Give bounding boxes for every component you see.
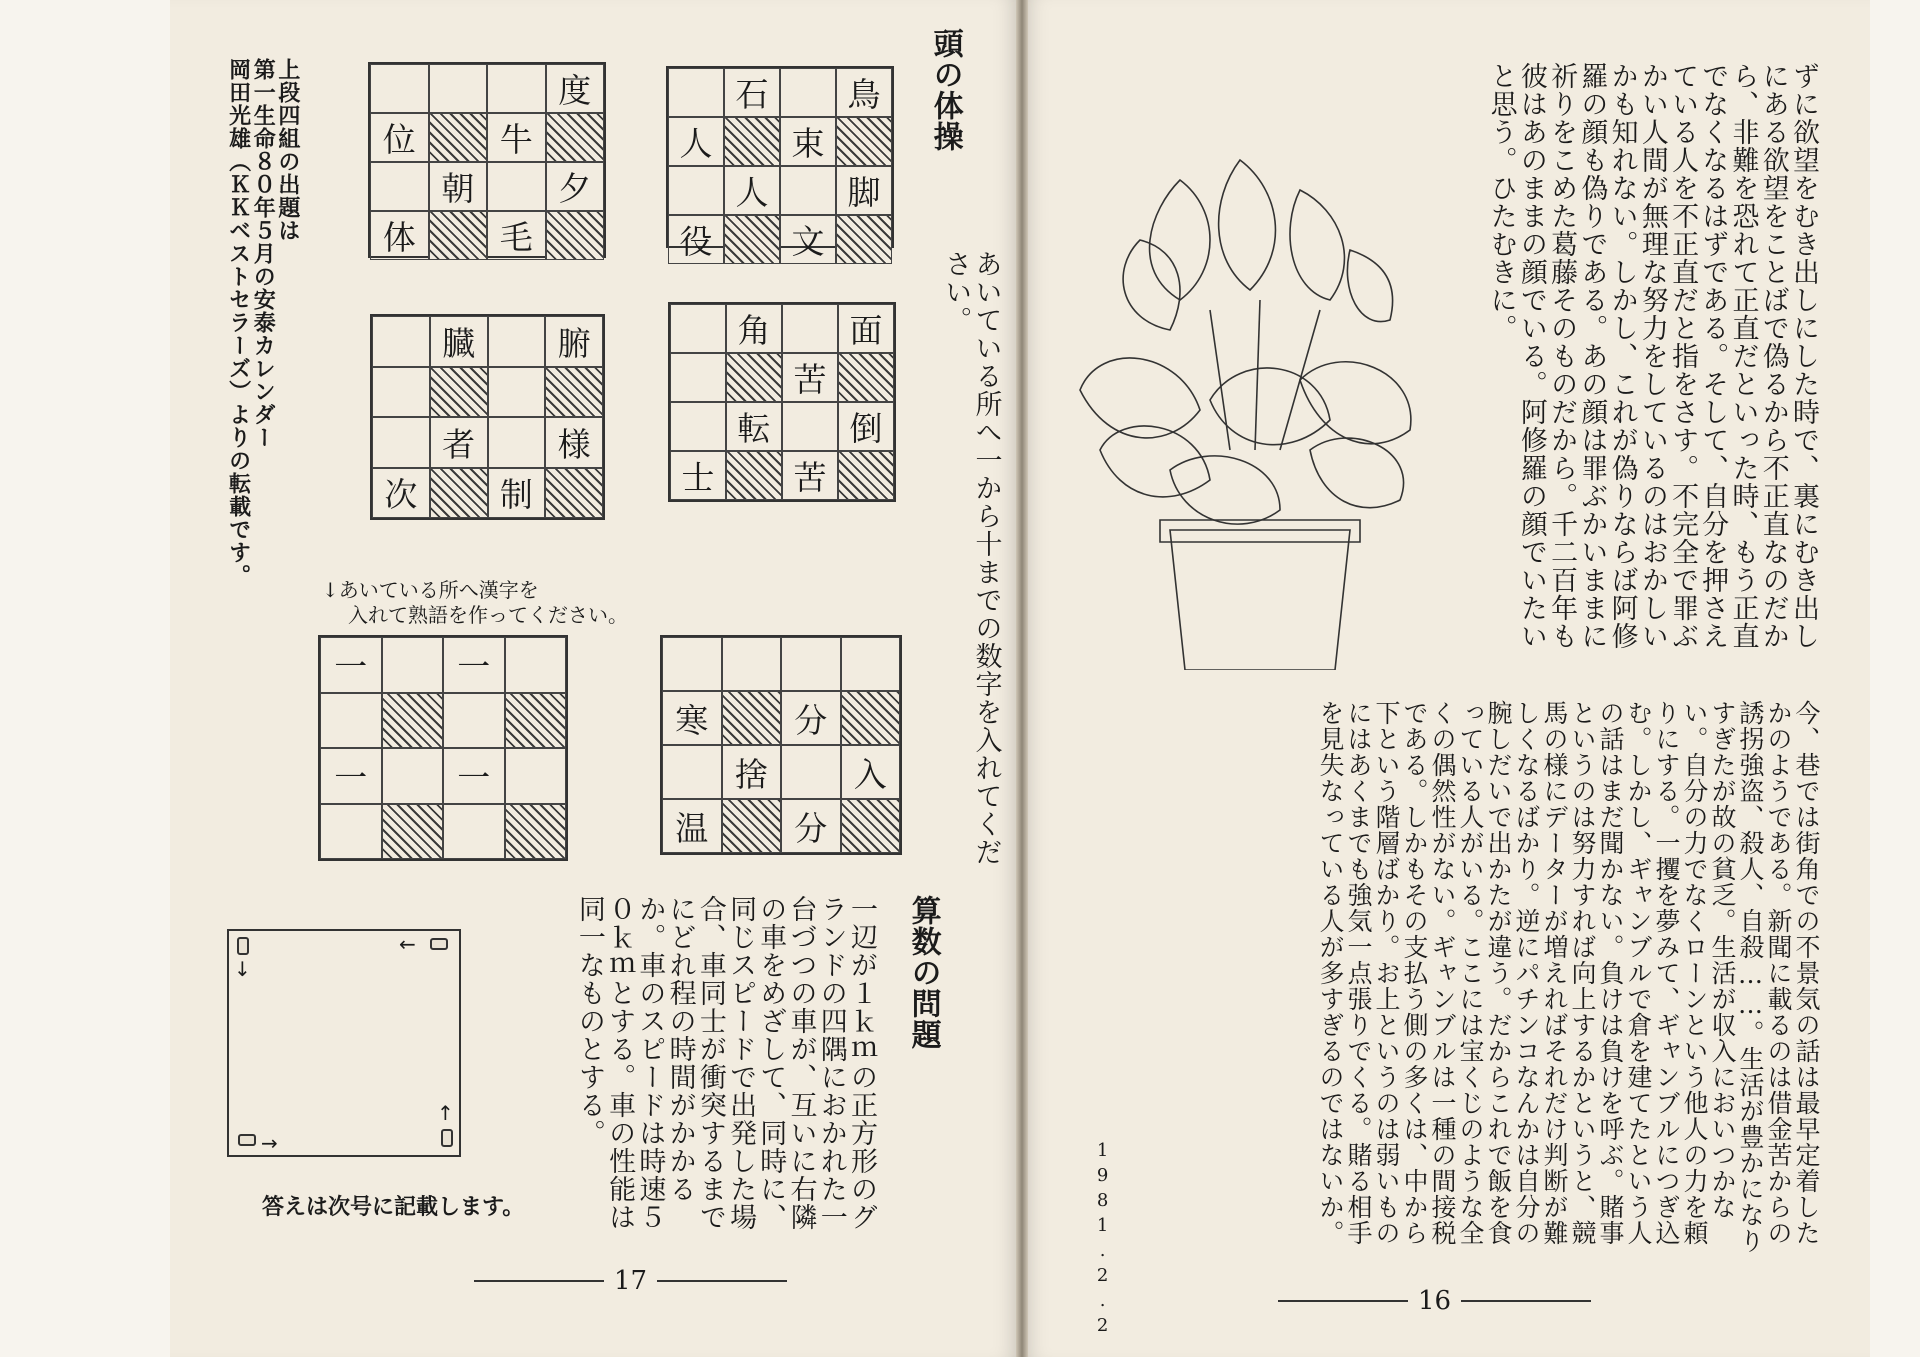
kanji-cell: 鳥 [836,68,892,117]
hatched-cell [505,804,567,860]
hatched-cell [724,215,780,264]
kanji-cell: 分 [781,799,841,853]
kanji-puzzle-grid [318,635,568,861]
blank-cell [382,637,444,693]
page-number-right [1278,1286,1591,1316]
kanji-cell: 捨 [722,745,782,799]
blank-cell [781,745,841,799]
hatched-cell [429,211,488,260]
blank-cell [780,166,836,215]
flower-pot [1170,530,1350,670]
arrow-right-icon: → [261,1131,278,1155]
arrow-down-icon: ↓ [234,957,251,981]
hatched-cell [722,691,782,745]
car-top-left [237,937,249,955]
kanji-instruction [322,578,628,628]
kanji-cell: 制 [488,468,546,519]
blank-cell [443,804,505,860]
blank-cell [443,693,505,749]
kanji-cell: 者 [430,417,488,468]
kanji-cell: 石 [724,68,780,117]
kanji-cell: 脚 [836,166,892,215]
kanji-instruction-line-1: ↓あいている所へ漢字を [322,578,539,602]
blank-cell [662,637,722,691]
flower-stem [1210,310,1230,450]
kanji-cell: 人 [724,166,780,215]
answer-note: 答えは次号に記載します。 [262,1194,525,1220]
hatched-cell [724,117,780,166]
brain-teaser-title: 頭の体操 [927,28,963,152]
flower-petal [1290,190,1344,300]
kanji-cell: 夕 [546,162,605,211]
kanji-cell: 角 [726,304,782,353]
essay-lower-text: 今、巷では街角での不景気の話は最早定着したかのようである。新聞に載るのは借金苦からの誘拐強盗、殺人、自殺……。生活が豊かになりすぎたが故の貧乏。生活が収入においつかない。自分の力でなくローンという他人の力を頼りにする。一攫を夢みて、ギャンブルにつぎ込む。しかし、ギャンブルで倉を建てたという人の話はまだ聞かない。負けは負けを呼ぶ。賭事というのは努力すれば向上するかというと、競馬の様にデーターが増えればそれだけ判断が難しくなるばかり。逆にパチンコなんかは自分の腕しだいで出かたが違う。だからこれで飯を食っている人がいる。ここには宝くじのような全くの偶然性がない。ギャンブルは一種の間接税である。しかもその支払う側の多くは、中から下という階層ばかり。お上というのは弱いものにはあくまでも強気一点張りでくる。賭る相手を見失なっている人が多すぎるのではないか。 [1316,700,1821,1254]
kanji-cell: 束 [780,117,836,166]
blank-cell [372,316,430,367]
hatched-cell [545,468,603,519]
blank-cell [429,64,488,113]
hatched-cell [546,211,605,260]
essay-upper-text: ずに欲望をむき出しにした時で、裏にむき出しにある欲望をことばで偽るから不正直なのだから、非難を恐れて正直だといった時、もう正直でなくなるはずである。そして、自分を押さえている人を不正直だと指をさす。不完全で罪ぶかい人間が無理な努力をしているのはおかしいかも知れない。しかし、これが偽りならば阿修羅の顔も偽りである。あの顔は罪ぶかいままに祈りをこめた葛藤そのものだから。千二百年も彼はあのままの顔でいる。阿修羅の顔でいたいと思う。ひたむきに。 [1485,62,1819,650]
blank-cell [670,304,726,353]
hatched-cell [841,691,901,745]
kanji-cell: 温 [662,799,722,853]
kanji-cell: 分 [781,691,841,745]
kanji-cell: 位 [370,113,429,162]
book-spine [1016,0,1028,1357]
blank-cell [841,637,901,691]
leaf [1170,456,1280,524]
hatched-cell [546,113,605,162]
page-number-16: 16 [1418,1286,1452,1316]
kanji-cell: 倒 [838,402,894,451]
blank-cell [780,68,836,117]
kanji-cell: 苦 [782,451,838,500]
number-instruction: あいている所へ一から十までの数字を入れてください。 [940,250,1002,866]
kanji-cell: 士 [670,451,726,500]
flower-petal [1347,250,1392,322]
kanji-cell: 一 [443,748,505,804]
blank-cell [782,402,838,451]
blank-cell [668,68,724,117]
kanji-cell: 牛 [487,113,546,162]
page-number-left [474,1266,787,1296]
hatched-cell [545,367,603,418]
kanji-cell: 入 [841,745,901,799]
kanji-puzzle-grid [370,314,605,520]
hatched-cell [429,113,488,162]
blank-cell [488,316,546,367]
hatched-cell [838,353,894,402]
kanji-cell: 寒 [662,691,722,745]
hatched-cell [722,799,782,853]
kanji-cell: 朝 [429,162,488,211]
blank-cell [382,748,444,804]
hatched-cell [838,451,894,500]
blank-cell [662,745,722,799]
blank-cell [487,64,546,113]
flower-petal [1123,240,1180,330]
blank-cell [370,162,429,211]
flower-petal [1219,160,1276,290]
hatched-cell [836,117,892,166]
kanji-cell: 度 [546,64,605,113]
kanji-cell: 腑 [545,316,603,367]
pot-rim [1160,520,1360,542]
hatched-cell [382,693,444,749]
blank-cell [670,353,726,402]
page-number-17: 17 [614,1266,648,1296]
kanji-puzzle-grid [668,302,896,502]
blank-cell [781,637,841,691]
leaf [1310,438,1404,508]
blank-cell [488,417,546,468]
arrow-up-icon: ↑ [437,1101,454,1125]
blank-cell [372,417,430,468]
blank-cell [668,166,724,215]
blank-cell [488,367,546,418]
hatched-cell [836,215,892,264]
hatched-cell [382,804,444,860]
kanji-cell: 臓 [430,316,488,367]
hatched-cell [505,693,567,749]
blank-cell [370,64,429,113]
kanji-cell: 体 [370,211,429,260]
kanji-cell: 様 [545,417,603,468]
blank-cell [372,367,430,418]
blank-cell [782,304,838,353]
flower-stem [1255,300,1260,450]
blank-cell [505,637,567,693]
arrow-left-icon: ← [399,932,416,956]
kanji-cell: 役 [668,215,724,264]
blank-cell [487,162,546,211]
math-problem-title: 算数の問題 [905,895,941,1050]
kanji-cell: 転 [726,402,782,451]
cyclamen-illustration [1060,150,1440,670]
essay-date: 1981.2.2 [1092,1140,1114,1340]
kanji-puzzle-grid [666,66,894,261]
kanji-cell: 毛 [487,211,546,260]
kanji-cell: 苦 [782,353,838,402]
kanji-cell: 一 [443,637,505,693]
hatched-cell [430,367,488,418]
kanji-cell: 文 [780,215,836,264]
hatched-cell [841,799,901,853]
car-top-right [430,938,448,950]
blank-cell [320,693,382,749]
kanji-cell: 一 [320,637,382,693]
blank-cell [722,637,782,691]
blank-cell [670,402,726,451]
blank-cell [320,804,382,860]
hatched-cell [430,468,488,519]
credit-note: 上段四組の出題は 第一生命８０年５月の安泰カレンダー 岡田光雄（ＫＫベストセラーズ）よりの転載です。 [225,58,301,587]
car-bottom-left [238,1134,256,1146]
kanji-cell: 一 [320,748,382,804]
kanji-puzzle-grid [368,62,606,258]
blank-cell [505,748,567,804]
hatched-cell [726,451,782,500]
car-bottom-right [441,1129,453,1147]
square-field-diagram [227,929,461,1157]
hatched-cell [726,353,782,402]
kanji-cell: 次 [372,468,430,519]
kanji-instruction-line-2: 入れて熟語を作ってください。 [348,603,628,627]
kanji-puzzle-grid [660,635,902,855]
kanji-cell: 人 [668,117,724,166]
math-problem-text: 一辺が１ｋｍの正方形のグランドの四隅におかれた一台づつの車が、互いに右隣の車をめざして、同時に、同じスピードで出発した場合、車同士が衝突するまでにどれ程の時間がかかるか。車のスピードは時速５０ｋｍとする。車の性能は同一なものとする。 [573,895,877,1231]
kanji-cell: 面 [838,304,894,353]
